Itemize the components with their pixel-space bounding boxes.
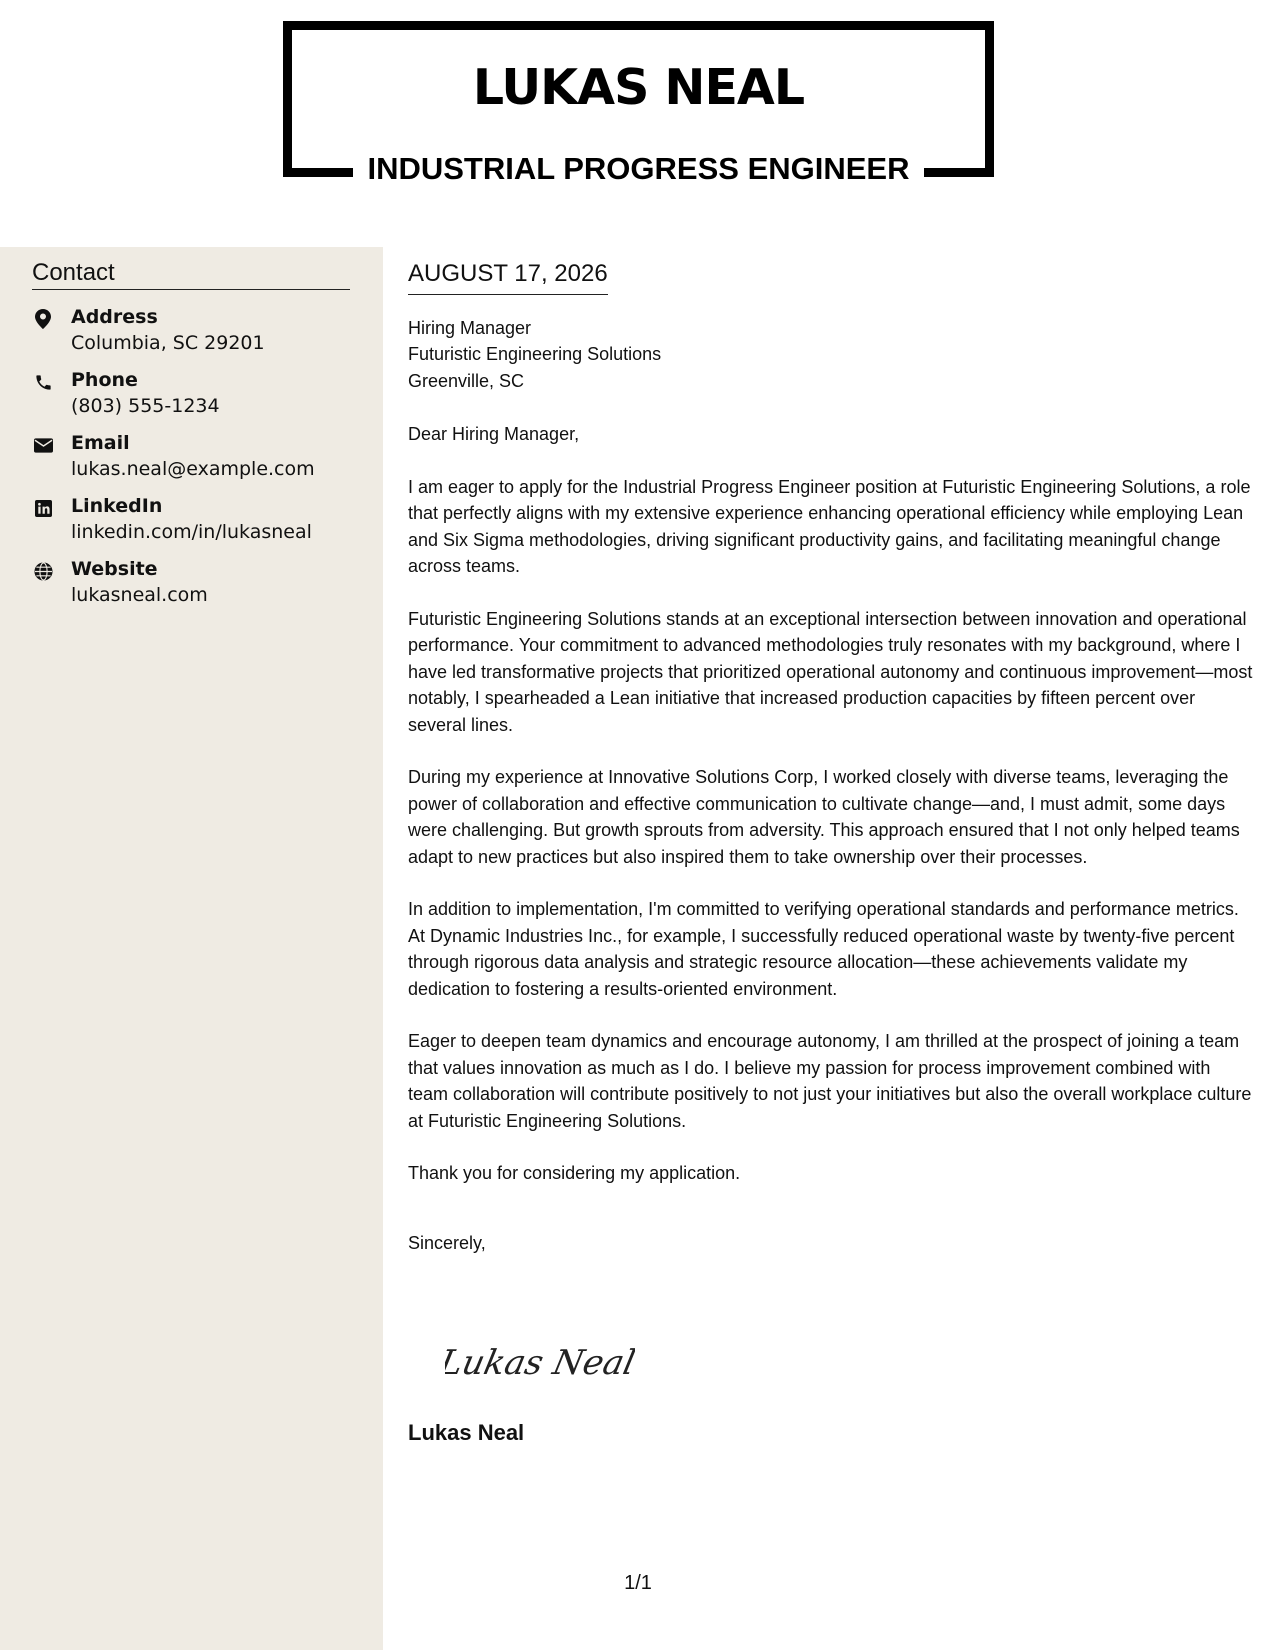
body-paragraph: Futuristic Engineering Solutions stands at an exceptional intersection between innovation and operational performance. Your commitment to advanced methodologies truly resonates with my background, where I have led transformative projects that prioritized operational autonomy and continuous improvement—most notably, I spearheaded a Lean initiative that increased production capacities by fifteen percent over several lines. [408,608,1253,735]
letter-date: AUGUST 17, 2026 [408,260,608,295]
phone-value: (803) 555-1234 [71,395,220,417]
signature-text: Lukas Neal [445,1343,635,1383]
website-value: lukasneal.com [71,584,208,606]
body-paragraph: During my experience at Innovative Solutions Corp, I worked closely with diverse teams, leveraging the power of collaboration and effective communication to cultivate change—and, I must admit, some days were challenging. But growth sprouts from adversity. This approach ensured that I not only helped teams adapt to new practices but also inspired them to take ownership over their processes. [408,767,1240,867]
salutation: Dear Hiring Manager, [408,424,580,445]
body-paragraph: Eager to deepen team dynamics and encourage autonomy, I am thrilled at the prospect of joining a team that values innovation as much as I do. I believe my passion for process improvement combined with team collaboration will contribute positively to not just your initiatives but also the overall workplace culture at Futuristic Engineering Solutions. [408,1031,1252,1131]
address-value: Columbia, SC 29201 [71,332,265,354]
body-paragraph: Thank you for considering my application. [408,1163,741,1184]
body-paragraph: I am eager to apply for the Industrial Progress Engineer position at Futuristic Engineering Solutions, a role that perfectly aligns with my extensive experience enhancing operational efficiency while employing Lean and Six Sigma methodologies, driving significant productivity gains, and facilitating meaningful change across teams. [408,476,1251,577]
signed-name: Lukas Neal [408,1420,525,1445]
contact-label: Email [71,432,130,454]
letter-body [408,260,1253,1256]
linkedin-icon [32,497,54,519]
globe-icon [32,560,54,582]
map-pin-icon [32,308,54,330]
contact-label: Website [71,558,158,580]
header-frame [283,21,994,186]
recipient-line: Hiring Manager [408,317,532,338]
handwritten-signature [445,1330,635,1395]
email-value: lukas.neal@example.com [71,458,315,480]
linkedin-value: linkedin.com/in/lukasneal [71,521,312,543]
phone-icon [32,371,54,393]
contact-label: Address [71,306,158,328]
closing: Sincerely, [408,1232,486,1253]
contact-heading: Contact [32,260,350,290]
body-paragraph: In addition to implementation, I'm committed to verifying operational standards and performance metrics. At Dynamic Industries Inc., for example, I successfully reduced operational waste by twenty-five percent through rigorous data analysis and strategic resource allocation—these achievements validate my dedication to fostering a results-oriented environment. [408,899,1239,999]
job-title: INDUSTRIAL PROGRESS ENGINEER [367,151,910,186]
contact-label: LinkedIn [71,495,163,517]
contact-label: Phone [71,369,138,391]
frame-top-border [283,21,994,30]
recipient-line: Futuristic Engineering Solutions [408,344,662,365]
recipient-block [408,315,1253,395]
envelope-icon [32,434,54,456]
recipient-line: Greenville, SC [408,370,525,391]
page-number: 1/1 [624,1572,652,1594]
applicant-name: LUKAS NEAL [472,59,805,116]
